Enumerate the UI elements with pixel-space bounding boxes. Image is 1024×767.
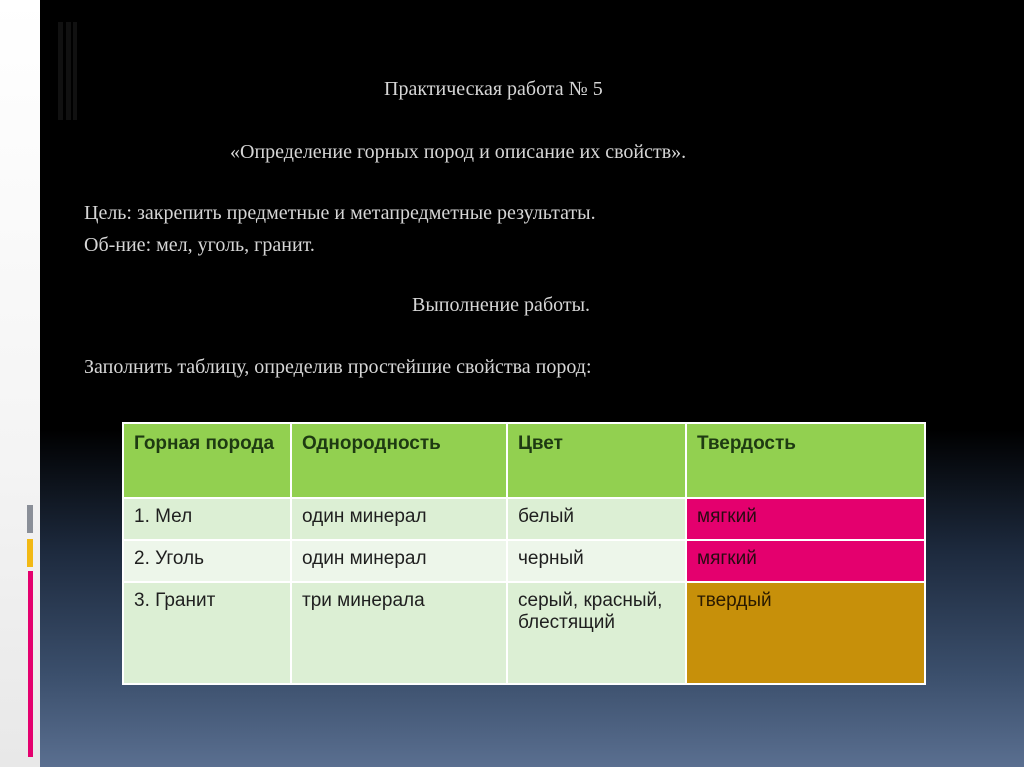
slide-subtitle: «Определение горных пород и описание их свойств». <box>230 141 687 163</box>
left-margin-strip <box>0 0 40 767</box>
decor-mark-yellow <box>27 539 33 567</box>
materials-text: Об-ние: мел, уголь, гранит. <box>84 234 315 256</box>
decor-bar <box>73 22 77 120</box>
decor-bar <box>58 22 63 120</box>
cell-color: белый <box>507 498 686 540</box>
header-color: Цвет <box>507 423 686 498</box>
table-row <box>123 582 925 684</box>
decor-bar <box>66 22 71 120</box>
decor-mark-gray <box>27 505 33 533</box>
cell-homogeneity: один минерал <box>291 540 507 582</box>
cell-homogeneity: три минерала <box>291 582 507 684</box>
table-row <box>123 498 925 540</box>
instruction-text: Заполнить таблицу, определив простейшие свойства пород: <box>84 356 592 378</box>
table-header-row <box>123 423 925 498</box>
header-hardness: Твердость <box>686 423 925 498</box>
decor-mark-pink <box>28 571 33 757</box>
rock-properties-table <box>122 422 926 685</box>
cell-rock: 2. Уголь <box>123 540 291 582</box>
side-decoration <box>26 505 38 755</box>
presentation-slide <box>40 0 1024 767</box>
cell-hardness: мягкий <box>686 498 925 540</box>
cell-rock: 3. Гранит <box>123 582 291 684</box>
execution-heading: Выполнение работы. <box>412 294 591 316</box>
table-row <box>123 540 925 582</box>
cell-homogeneity: один минерал <box>291 498 507 540</box>
cell-color: серый, красный, блестящий <box>507 582 686 684</box>
cell-hardness: твердый <box>686 582 925 684</box>
cell-rock: 1. Мел <box>123 498 291 540</box>
header-rock: Горная порода <box>123 423 291 498</box>
goal-text: Цель: закрепить предметные и метапредметные результаты. <box>84 202 596 224</box>
cell-color: черный <box>507 540 686 582</box>
header-homogeneity: Однородность <box>291 423 507 498</box>
cell-hardness: мягкий <box>686 540 925 582</box>
slide-title: Практическая работа № 5 <box>384 78 603 100</box>
decor-bars <box>58 22 78 122</box>
